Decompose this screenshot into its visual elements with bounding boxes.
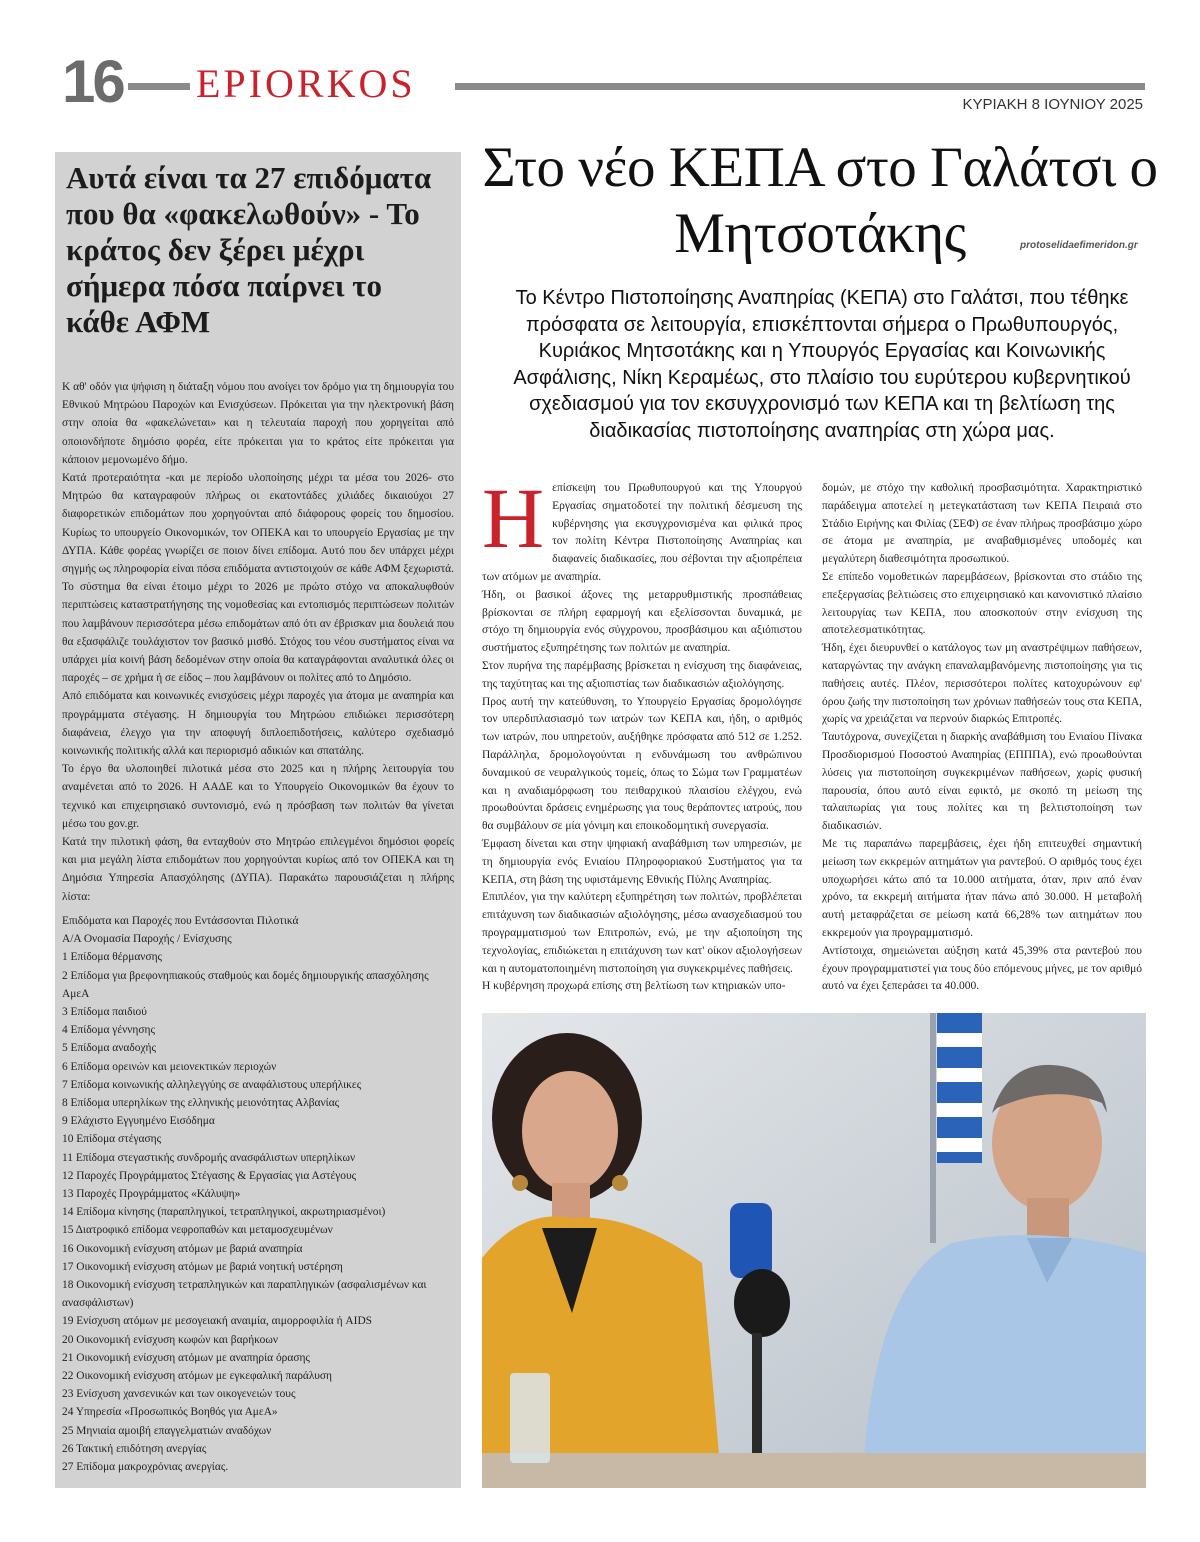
source-watermark: protoselidaefimeridon.gr [1020, 240, 1138, 251]
list-item: 25 Μηνιαία αμοιβή επαγγελματιών αναδόχων [62, 1424, 272, 1437]
benefits-list-header: Α/Α Ονομασία Παροχής / Ενίσχυσης [62, 933, 232, 946]
article-column-1 [482, 470, 802, 996]
list-item: 5 Επίδομα αναδοχής [62, 1042, 156, 1055]
article-photo [482, 1013, 1146, 1488]
article-paragraph: Αντίστοιχα, σημειώνεται αύξηση κατά 45,39% στα ραντεβού που έχουν προγραμματιστεί για τους δύο επόμενους μήνες, με τον αριθμό αυτό να έχει ξεπεράσει τα 40.000. [822, 944, 1142, 993]
list-item: 26 Τακτική επιδότηση ανεργίας [62, 1442, 207, 1455]
list-item: 4 Επίδομα γέννησης [62, 1024, 155, 1037]
newspaper-logo: EPIORKOS [196, 61, 416, 106]
list-item: 7 Επίδομα κοινωνικής αλληλεγγύης σε αναφάλιστους υπερήλικες [62, 1078, 362, 1091]
sidebar-headline: Αυτά είναι τα 27 επιδόματα που θα «φακελωθούν» - Το κράτος δεν ξέρει μέχρι σήμερα πόσα παίρνει το κάθε ΑΦΜ [66, 160, 432, 339]
masthead-rule-right [455, 83, 1145, 90]
list-item: 13 Παροχές Προγράμματος «Κάλυψη» [62, 1188, 241, 1201]
issue-date: ΚΥΡΙΑΚΗ 8 ΙΟΥΝΙΟΥ 2025 [962, 96, 1143, 113]
benefits-list-title: Επιδόματα και Παροχές που Εντάσσονται Πιλοτικά [62, 915, 299, 927]
list-item: 27 Επίδομα μακροχρόνιας ανεργίας. [62, 1461, 229, 1474]
list-item: 21 Οικονομική ενίσχυση ατόμων με αναπηρία όρασης [62, 1351, 310, 1364]
article-paragraph: Έμφαση δίνεται και στην ψηφιακή αναβάθμιση των υπηρεσιών, με τη δημιουργία ενός Ενιαίου Πληροφοριακού Συστήματος για τα ΚΕΠΑ, στη βάση της υφιστάμενης Εθνικής Πύλης Αναπηρίας. [482, 837, 802, 886]
sidebar-paragraph: Κατά προτεραιότητα -και με περίοδο υλοποίησης μέχρι τα μέσα του 2026- στο Μητρώο θα καταγραφούν πλήρως οι εκατοντάδες χιλιάδες δικαιούχοι 27 διαφορετικών επιδομάτων που χορηγούνται από διάφορους φορείς του δημοσίου. Κυρίως το υπουργείο Οικονομικών, τον ΟΠΕΚΑ και το υπουργείο Εργασίας με την ΔΥΠΑ. Κάθε φορέας γνωρίζει σε ποιον δίνει επίδομα. Αυτό που δεν υπάρχει μέχρι σηγμής ως πληροφορία είναι πόσα επιδόματα αντιστοιχούν σε κάθε ΑΦΜ ξεχωριστά. Το σύστημα θα είναι έτοιμο μέχρι το 2026 με πρώτο στόχο να αποκαλυφθούν περιπτώσεις καταστρατήγησης της νομοθεσίας και εντοπισμός περιπτώσεων πολιτών που λαμβάνουν περισσότερα μέσω επιδομάτων από ότι αν έβρισκαν μια δουλειά που θα εξασφάλιζε τουλάχιστον τον βασικό μισθό. Στόχος του νέου συστήματος είναι να υπάρχει μία κοινή βάση δεδομένων στην οποία θα καταγράφονται αναλυτικά όλες οι παροχές – σε χρήμα ή σε είδος – που λαμβάνουν οι πολίτες από το Δημόσιο. [62, 472, 454, 685]
list-item: 23 Ενίσχυση χανσενικών και των οικογενειών τους [62, 1388, 296, 1401]
benefits-list [62, 912, 454, 1476]
article-paragraph: Ήδη, οι βασικοί άξονες της μεταρρυθμιστικής προσπάθειας βρίσκονται σε πλήρη εφαρμογή και εξελίσσονται δυναμικά, με στόχο τη δημιουργία ενός σύγχρονου, προσβάσιμου και αξιόπιστου συστήματος εξυπηρέτησης των πολιτών με αναπηρία. [482, 588, 802, 655]
masthead-rule-left [128, 83, 190, 90]
list-item: 16 Οικονομική ενίσχυση ατόμων με βαριά αναπηρία [62, 1242, 303, 1255]
list-item: 22 Οικονομική ενίσχυση ατόμων με εγκεφαλική παράλυση [62, 1370, 332, 1383]
article-lead: Το Κέντρο Πιστοποίησης Αναπηρίας (ΚΕΠΑ) στο Γαλάτσι, που τέθηκε πρόσφατα σε λειτουργία, επισκέπτονται σήμερα ο Πρωθυπουργός, Κυριάκος Μητσοτάκης και η Υπουργός Εργασίας και Κοινωνικής Ασφάλισης, Νίκη Κεραμέως, στο πλαίσιο του ευρύτερου κυβερνητικού σχεδιασμού για τον εκσυγχρονισμό των ΚΕΠΑ και τη βελτίωση της διαδικασίας πιστοποίησης αναπηρίας στη χώρα μας. [513, 287, 1131, 442]
list-item: 2 Επίδομα για βρεφονηπιακούς σταθμούς και δομές δημιουργικής απασχόλησης ΑμεΑ [62, 969, 429, 1000]
article-paragraph: Σε επίπεδο νομοθετικών παρεμβάσεων, βρίσκονται στο στάδιο της επεξεργασίας βελτιώσεις στο επιχειρησιακό και κανονιστικό πλαίσιο λειτουργίας των ΚΕΠΑ, που αποσκοπούν στην ενίσχυση της αποτελεσματικότητας. [822, 570, 1142, 637]
sidebar-paragraph: Κ αθ' οδόν για ψήφιση η διάταξη νόμου που ανοίγει τον δρόμο για τη δημιουργία του Εθνικού Μητρώου Παροχών και Ενισχύσεων. Πρόκειται για την ηλεκτρονική βάση στην οποία θα «φακελώνεται» και η τελευταία παροχή που χορηγείται από οποιονδήποτε δημόσιο φορέα, είτε πρόκειται για το κράτος είτε πρόκειται για κάποιον μεμονωμένο δήμο. [62, 381, 454, 466]
list-item: 10 Επίδομα στέγασης [62, 1133, 162, 1146]
article-paragraph: Προς αυτή την κατεύθυνση, το Υπουργείο Εργασίας δρομολόγησε τον υπερδιπλασιασμό των ιατρών των ΚΕΠΑ και, ήδη, ο αριθμός των ιατρών, που υπηρετούν, αυξήθηκε πρόσφατα από 512 σε 1.252. Παράλληλα, δρομολογούνται η ενδυνάμωση του ανθρώπινου δυναμικού σε νευραλγικούς τομείς, όπως το Σώμα των Γραμματέων και η αναδιαμόρφωση του πειθαρχικού πλαισίου ελέγχου, ενώ προωθούνται δράσεις ενημέρωσης για τους θεράποντες ιατρούς, που θα συμβάλουν σε μία γόνιμη και εποικοδομητική συνεργασία. [482, 695, 802, 833]
list-item: 6 Επίδομα ορεινών και μειονεκτικών περιοχών [62, 1060, 277, 1073]
list-item: 15 Διατροφικό επίδομα νεφροπαθών και μεταμοσχευμένων [62, 1224, 333, 1237]
list-item: 17 Οικονομική ενίσχυση ατόμων με βαριά νοητική υστέρηση [62, 1260, 343, 1273]
article-paragraph: Στον πυρήνα της παρέμβασης βρίσκεται η ενίσχυση της διαφάνειας, της ταχύτητας και της αξιοπιστίας των διαδικασιών αξιολόγησης. [482, 659, 802, 690]
article-headline: Στο νέο ΚΕΠΑ στο Γαλάτσι ο Μητσοτάκης [482, 136, 1158, 265]
list-item: 20 Οικονομική ενίσχυση κωφών και βαρήκοων [62, 1333, 279, 1346]
sidebar-paragraph: Από επιδόματα και κοινωνικές ενισχύσεις μέχρι παροχές για άτομα με αναπηρία και προγράμματα στέγασης. Η δημιουργία του Μητρώου επιδιώκει περισσότερη διαφάνεια, έλεγχο για την αποφυγή διπλοεπιδοτήσεις, καλύτερο σχεδιασμό κοινωνικής πολιτικής αλλά και περιορισμό αδικιών και σπατάλης. [62, 690, 454, 758]
article-paragraph: Η κυβέρνηση προχωρά επίσης στη βελτίωση των κτηριακών υπο- [482, 980, 786, 993]
list-item: 8 Επίδομα υπερηλίκων της ελληνικής μειονότητας Αλβανίας [62, 1097, 340, 1110]
list-item: 14 Επίδομα κίνησης (παραπληγικοί, τετραπληγικοί, ακρωτηριασμένοι) [62, 1206, 386, 1219]
article-paragraph: επίσκεψη του Πρωθυπουργού και της Υπουργού Εργασίας σηματοδοτεί την πολιτική δέσμευση της κυβέρνησης για εκσυγχρονισμένα και φιλικά προς τον πολίτη Κέντρα Πιστοποίησης Αναπηρίας και διαφανείς διαδικασίες, που σέβονται την αξιοπρέπεια των ατόμων με αναπηρία. [482, 482, 802, 583]
list-item: 24 Υπηρεσία «Προσωπικός Βοηθός για ΑμεΑ» [62, 1406, 278, 1419]
list-item: 11 Επίδομα στεγαστικής συνδρομής ανασφάλιστων υπερηλίκων [62, 1151, 356, 1164]
drop-cap: Η [482, 470, 545, 566]
press-photo-illustration [482, 1013, 1146, 1488]
list-item: 1 Επίδομα θέρμανσης [62, 951, 163, 964]
sidebar-paragraph: Το έργο θα υλοποιηθεί πιλοτικά μέσα στο 2025 και η πλήρης λειτουργία του αναμένεται από το 2026. Η ΑΑΔΕ και το Υπουργείο Οικονομικών θα έχουν το τεχνικό και επιχειρησιακό συντονισμό, ενώ η πρόσβαση των πολιτών θα γίνεται μέσω του gov.gr. [62, 763, 454, 830]
sidebar-paragraph: Κατά την πιλοτική φάση, θα ενταχθούν στο Μητρώο επιλεγμένοι δημόσιοι φορείς και μια μεγάλη λίστα επιδομάτων που χορηγούνται κυρίως από τον ΟΠΕΚΑ και τη Δημόσια Υπηρεσία Απασχόλησης (ΔΥΠΑ). Παρακάτω παρουσιάζεται η πλήρης λίστα: [62, 836, 454, 903]
article-paragraph: Ταυτόχρονα, συνεχίζεται η διαρκής αναβάθμιση του Ενιαίου Πίνακα Προσδιορισμού Ποσοστού Αναπηρίας (ΕΠΠΠΑ), ενώ προωθούνται λύσεις για πιστοποίηση συγκεκριμένων παθήσεων, χωρίς φυσική παρουσία, όπου αυτό είναι εφικτό, με σκοπό τη μείωση της ταλαιπωρίας για τους πολίτες και τη βελτιστοποίηση των διαδικασιών. [822, 731, 1142, 833]
water-glass-icon [510, 1373, 550, 1463]
list-item: 19 Ενίσχυση ατόμων με μεσογειακή αναιμία, αιμορροφιλία ή AIDS [62, 1315, 373, 1328]
sidebar-body [62, 378, 454, 906]
list-item: 3 Επίδομα παιδιού [62, 1006, 147, 1019]
article-column-2 [822, 480, 1142, 996]
article-paragraph: δομών, με στόχο την καθολική προσβασιμότητα. Χαρακτηριστικό παράδειγμα αποτελεί η μετεγκατάσταση των ΚΕΠΑ Πειραιά στο Στάδιο Ειρήνης και Φιλίας (ΣΕΦ) σε έναν πλήρως προσβάσιμο χώρο σε άτομα με αναπηρία, με αναβαθμισμένες υποδομές και μεγαλύτερη διαθεσιμότητα προσωπικού. [822, 482, 1142, 566]
list-item: 9 Ελάχιστο Εγγυημένο Εισόδημα [62, 1115, 215, 1128]
page-number: 16 [62, 48, 123, 115]
article-paragraph: Με τις παραπάνω παρεμβάσεις, έχει ήδη επιτευχθεί σημαντική μείωση των εκκρεμών αιτημάτων για ραντεβού. Ο αριθμός τους έχει υποχωρήσει κάτω από τα 10.000 αιτήματα, όταν, πριν από έναν χρόνο, τα εκκρεμή αιτήματα ήταν πάνω από 30.000. Η μεταβολή αυτή μεταφράζεται σε μείωση κατά 66,28% των αιτημάτων που εκκρεμούν για προγραμματισμό. [822, 837, 1142, 939]
article-paragraph: Επιπλέον, για την καλύτερη εξυπηρέτηση των πολιτών, προβλέπεται επιτάχυνση των διαδικασιών αξιολόγησης, μέσω ανασχεδιασμού του προγραμματισμού των Επιτροπών, ενώ, με την αξιοποίηση της τεχνολογίας, επιδιώκεται η επιτάχυνση των κατ' οίκον αξιολογήσεων και η αυτοματοποιημένη πιστοποίηση για συγκεκριμένες παθήσεις. [482, 891, 802, 975]
table-surface [482, 1453, 1146, 1488]
list-item: 18 Οικονομική ενίσχυση τετραπληγικών και παραπληγικών (ασφαλισμένων και ανασφάλιστων) [62, 1279, 427, 1310]
article-paragraph: Ήδη, έχει διευρυνθεί ο κατάλογος των μη αναστρέψιμων παθήσεων, καταργώντας την ανάγκη επαναλαμβανόμενης πιστοποίησης για τις παθήσεις αυτές. Πλέον, περισσότεροι πολίτες κατοχυρώνουν εφ' όρου ζωής την πιστοποίηση των χρόνιων παθήσεών τους στα ΚΕΠΑ, χωρίς να χρειάζεται να περνούν διαρκώς Επιτροπές. [822, 642, 1142, 726]
list-item: 12 Παροχές Προγράμματος Στέγασης & Εργασίας για Αστέγους [62, 1169, 357, 1182]
